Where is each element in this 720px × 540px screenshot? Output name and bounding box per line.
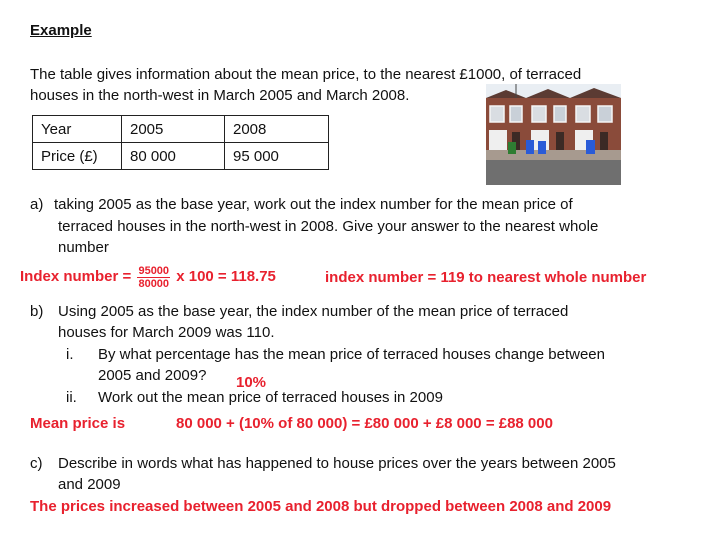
part-b-ii-line-1: Work out the mean price of terraced houses in 2009 <box>98 389 443 406</box>
index-number-result: x 100 = 118.75 <box>176 268 276 285</box>
intro-line-1: The table gives information about the mean price, to the nearest £1000, of terraced <box>30 66 582 83</box>
price-table <box>32 115 329 170</box>
table-row <box>33 143 329 170</box>
index-fraction <box>137 265 170 290</box>
part-a-answer <box>20 260 276 294</box>
index-number-rounded: index number = 119 to nearest whole number <box>325 269 647 286</box>
part-b-i-answer: 10% <box>236 374 267 391</box>
table-cell: Price (£) <box>33 143 122 170</box>
fraction-denominator: 80000 <box>138 277 170 290</box>
part-b-line-1: Using 2005 as the base year, the index number of the mean price of terraced <box>58 303 569 320</box>
part-c-answer: The prices increased between 2005 and 2008 but dropped between 2008 and 2009 <box>30 498 612 515</box>
part-a-line-2: terraced houses in the north-west in 2008. Give your answer to the nearest whole <box>58 218 599 235</box>
intro-line-2: houses in the north-west in March 2005 and March 2008. <box>30 87 410 104</box>
part-c-line-2: and 2009 <box>58 476 121 493</box>
part-b-i-marker: i. <box>66 346 74 363</box>
table-row <box>33 116 329 143</box>
table-cell: 2008 <box>225 116 329 143</box>
part-c-line-1: Describe in words what has happened to house prices over the years between 2005 <box>58 455 616 472</box>
table-cell: 2005 <box>122 116 225 143</box>
part-c-marker: c) <box>30 455 43 472</box>
part-b-ii-marker: ii. <box>66 389 77 406</box>
part-b-marker: b) <box>30 303 44 320</box>
terraced-houses-photo <box>486 84 621 185</box>
terraced-houses-illustration <box>486 84 621 185</box>
index-number-prefix: Index number = <box>20 268 132 285</box>
fraction-numerator: 95000 <box>138 264 170 277</box>
part-b-i-line-2: 2005 and 2009? <box>98 367 207 384</box>
part-a-line-3: number <box>58 239 109 256</box>
table-cell: Year <box>33 116 122 143</box>
heading: Example <box>30 22 92 39</box>
table-cell: 95 000 <box>225 143 329 170</box>
mean-price-working: 80 000 + (10% of 80 000) = £80 000 + £8 000 = £88 000 <box>176 415 553 432</box>
part-a-line-1: taking 2005 as the base year, work out the index number for the mean price of <box>54 196 573 213</box>
part-b-i-line-1: By what percentage has the mean price of terraced houses change between <box>98 346 605 363</box>
mean-price-label: Mean price is <box>30 415 126 432</box>
table-cell: 80 000 <box>122 143 225 170</box>
part-b-line-2: houses for March 2009 was 110. <box>58 324 275 341</box>
part-a-marker: a) <box>30 196 44 213</box>
